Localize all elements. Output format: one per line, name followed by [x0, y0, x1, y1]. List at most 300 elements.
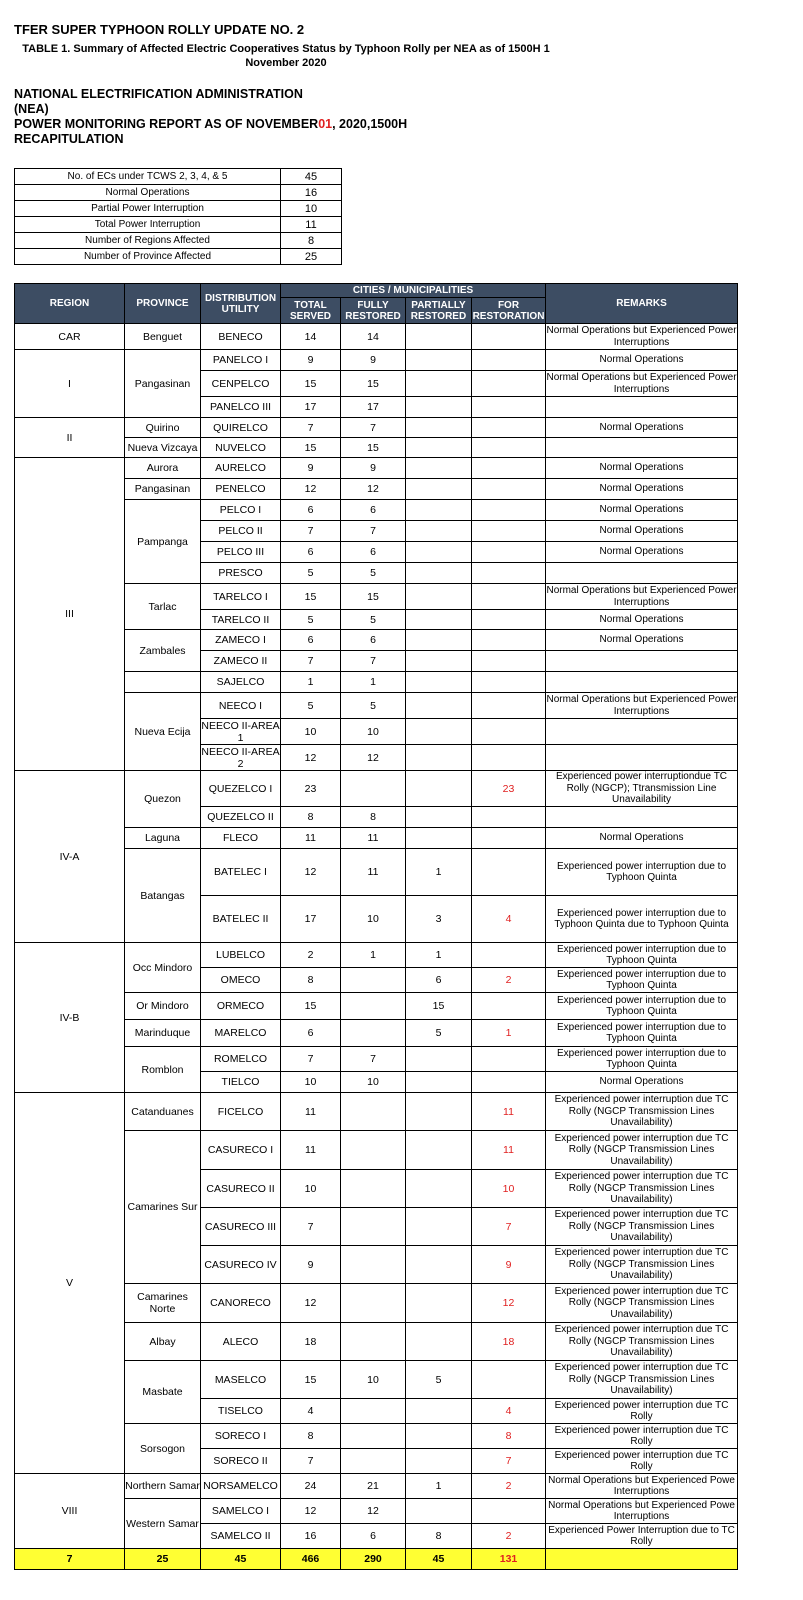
total-served-cell: 8 — [281, 968, 341, 993]
partially-restored-cell — [406, 521, 472, 542]
fully-restored-cell: 11 — [341, 828, 406, 849]
utility-cell: NUVELCO — [201, 438, 281, 458]
remarks-cell: Normal Operations but Experienced Power Interruptions — [546, 325, 737, 348]
recap-row — [15, 169, 342, 185]
total-served-cell: 11 — [281, 1131, 341, 1170]
total-served-cell: 15 — [281, 993, 341, 1020]
for-restoration-cell — [472, 397, 546, 418]
for-restoration-cell: 8 — [472, 1424, 546, 1449]
fully-restored-cell — [341, 1323, 406, 1361]
header-utility: DISTRIBUTION UTILITY — [201, 284, 281, 324]
fully-restored-cell — [341, 1424, 406, 1449]
total-served-cell: 15 — [281, 584, 341, 610]
partially-restored-cell — [406, 500, 472, 521]
utility-cell: BATELEC I — [201, 849, 281, 896]
remarks-cell: Experienced power interruption due TC Rolly (NGCP Transmission Lines Unavailability) — [546, 1323, 738, 1361]
table-row — [15, 458, 738, 479]
remarks-cell — [546, 807, 738, 828]
total-served-cell: 4 — [281, 1399, 341, 1424]
partially-restored-cell — [406, 1170, 472, 1208]
remarks-cell: Experienced power interruption due to Typhoon Quinta — [546, 968, 738, 993]
total-served-cell: 5 — [281, 563, 341, 584]
document-title: TFER SUPER TYPHOON ROLLY UPDATE NO. 2 — [14, 22, 305, 37]
table-row — [15, 943, 738, 968]
total-served-cell: 8 — [281, 1424, 341, 1449]
utility-cell: FLECO — [201, 828, 281, 849]
remarks-cell: Normal Operations — [546, 521, 738, 542]
utility-cell: CANORECO — [201, 1284, 281, 1323]
recap-value: 16 — [281, 185, 342, 201]
fully-restored-cell: 12 — [341, 479, 406, 500]
fully-restored-cell — [341, 993, 406, 1020]
remarks-cell: Normal Operations but Experienced Powe Interruptions — [546, 1474, 738, 1499]
recap-row — [15, 217, 342, 233]
partially-restored-cell: 15 — [406, 993, 472, 1020]
utility-cell: CENPELCO — [201, 371, 281, 397]
for-restoration-cell — [472, 745, 546, 771]
total-served-cell: 7 — [281, 1208, 341, 1246]
province-cell: Aurora — [125, 458, 201, 479]
for-restoration-cell: 7 — [472, 1208, 546, 1246]
province-cell: Zambales — [125, 630, 201, 672]
remarks-cell: Normal Operations but Experienced Power Interruptions — [546, 585, 737, 608]
utility-cell: PELCO III — [201, 542, 281, 563]
partially-restored-cell: 3 — [406, 896, 472, 943]
remarks-cell: Experienced power interruption due TC Rolly (NGCP Transmission Lines Unavailability) — [546, 1361, 738, 1399]
table-row — [15, 771, 738, 807]
province-cell: Tarlac — [125, 584, 201, 630]
fully-restored-cell: 6 — [341, 500, 406, 521]
fully-restored-cell: 8 — [341, 807, 406, 828]
partially-restored-cell — [406, 693, 472, 719]
remarks-cell: Normal Operations — [546, 458, 738, 479]
total-served-cell: 12 — [281, 479, 341, 500]
recap-value: 45 — [281, 169, 342, 185]
for-restoration-cell: 10 — [472, 1170, 546, 1208]
region-cell: CAR — [15, 324, 125, 350]
partially-restored-cell — [406, 651, 472, 672]
utility-cell: SAMELCO I — [201, 1499, 281, 1524]
remarks-cell — [546, 438, 738, 458]
header-total-served: TOTAL SERVED — [281, 298, 341, 324]
utility-cell: BENECO — [201, 324, 281, 350]
fully-restored-cell: 15 — [341, 371, 406, 397]
for-restoration-cell — [472, 458, 546, 479]
for-restoration-cell: 7 — [472, 1449, 546, 1474]
total-served-cell: 9 — [281, 1246, 341, 1284]
province-cell: Nueva Vizcaya — [125, 438, 201, 458]
partially-restored-cell — [406, 1399, 472, 1424]
fully-restored-cell — [341, 1449, 406, 1474]
fully-restored-cell: 17 — [341, 397, 406, 418]
recap-value: 25 — [281, 249, 342, 265]
utility-cell: MARELCO — [201, 1020, 281, 1047]
table-subtitle: TABLE 1. Summary of Affected Electric Cooperatives Status by Typhoon Rolly per NEA as of 1500H 1 November 2020 — [22, 43, 550, 69]
partially-restored-cell — [406, 479, 472, 500]
recap-label: Number of Regions Affected — [15, 233, 281, 249]
province-cell: Quezon — [125, 771, 201, 828]
partially-restored-cell: 1 — [406, 943, 472, 968]
remarks-cell: Normal Operations — [546, 350, 738, 371]
remarks-cell: Experienced power interruption due TC Rolly (NGCP Transmission Lines Unavailability) — [546, 1246, 738, 1284]
remarks-cell: Experienced power interruption due to Typhoon Quinta — [546, 1020, 738, 1047]
province-cell: Nueva Ecija — [125, 693, 201, 771]
partially-restored-cell — [406, 672, 472, 693]
total-served-cell: 1 — [281, 672, 341, 693]
fully-restored-cell — [341, 1399, 406, 1424]
province-cell: Camarines Sur — [125, 1131, 201, 1284]
for-restoration-cell — [472, 1499, 546, 1524]
total-regions: 7 — [15, 1549, 125, 1570]
total-remarks — [546, 1549, 738, 1570]
total-served-cell: 5 — [281, 693, 341, 719]
for-restoration-cell: 4 — [472, 896, 546, 943]
totals-row — [15, 1549, 738, 1570]
total-served-cell: 6 — [281, 542, 341, 563]
partially-restored-cell — [406, 828, 472, 849]
remarks-cell: Experienced power interruption due TC Rolly — [546, 1399, 738, 1424]
fully-restored-cell: 7 — [341, 1047, 406, 1072]
province-cell: Benguet — [125, 324, 201, 350]
for-restoration-cell — [472, 563, 546, 584]
fully-restored-cell: 10 — [341, 896, 406, 943]
utility-cell: CASURECO IV — [201, 1246, 281, 1284]
remarks-cell: Normal Operations — [546, 418, 738, 438]
remarks-cell — [546, 397, 738, 418]
total-served-cell: 7 — [281, 521, 341, 542]
for-restoration-cell — [472, 371, 546, 397]
remarks-cell: Experienced power interruption due TC Rolly (NGCP Transmission Lines Unavailability) — [546, 1131, 738, 1170]
recap-row — [15, 233, 342, 249]
partially-restored-cell — [406, 1093, 472, 1131]
for-restoration-cell — [472, 324, 546, 350]
recap-heading: RECAPITULATION — [14, 132, 124, 146]
total-served-cell: 9 — [281, 458, 341, 479]
utility-cell: OMECO — [201, 968, 281, 993]
partially-restored-cell — [406, 719, 472, 745]
province-cell — [125, 672, 201, 693]
header-partially-restored: PARTIALLY RESTORED — [406, 298, 472, 324]
total-served-cell: 7 — [281, 651, 341, 672]
utility-cell: PELCO II — [201, 521, 281, 542]
utility-cell: LUBELCO — [201, 943, 281, 968]
fully-restored-cell: 10 — [341, 1361, 406, 1399]
for-restoration-cell — [472, 542, 546, 563]
total-served-cell: 5 — [281, 610, 341, 630]
table-row — [15, 350, 738, 371]
recap-label: Number of Province Affected — [15, 249, 281, 265]
remarks-cell: Experienced Power Interruption due to TC Rolly — [546, 1524, 738, 1549]
for-restoration-cell: 1 — [472, 1020, 546, 1047]
utility-cell: TARELCO II — [201, 610, 281, 630]
fully-restored-cell: 14 — [341, 324, 406, 350]
total-served-cell: 8 — [281, 807, 341, 828]
total-served-cell: 17 — [281, 896, 341, 943]
remarks-cell: Normal Operations but Experienced Power Interruptions — [546, 372, 737, 395]
utility-cell: PELCO I — [201, 500, 281, 521]
remarks-cell: Experienced power interruption due TC Rolly — [546, 1449, 738, 1474]
recap-row — [15, 185, 342, 201]
agency-abbrev: (NEA) — [14, 102, 49, 116]
fully-restored-cell: 11 — [341, 849, 406, 896]
partially-restored-cell — [406, 1131, 472, 1170]
remarks-cell: Normal Operations but Experienced Power Interruptions — [546, 694, 737, 717]
province-cell: Masbate — [125, 1361, 201, 1424]
partially-restored-cell — [406, 771, 472, 807]
fully-restored-cell: 5 — [341, 563, 406, 584]
total-served-cell: 10 — [281, 719, 341, 745]
utility-cell: CASURECO II — [201, 1170, 281, 1208]
for-restoration-cell — [472, 1361, 546, 1399]
for-restoration-cell: 4 — [472, 1399, 546, 1424]
recap-table — [14, 168, 342, 265]
region-cell: V — [15, 1093, 125, 1474]
province-cell: Northern Samar — [125, 1474, 201, 1499]
for-restoration-cell — [472, 828, 546, 849]
fully-restored-cell: 10 — [341, 719, 406, 745]
for-restoration-cell: 11 — [472, 1093, 546, 1131]
for-restoration-cell: 18 — [472, 1323, 546, 1361]
remarks-cell — [546, 563, 738, 584]
fully-restored-cell: 1 — [341, 672, 406, 693]
report-line — [14, 117, 574, 132]
for-restoration-cell: 2 — [472, 968, 546, 993]
for-restoration-cell — [472, 438, 546, 458]
recap-label: Partial Power Interruption — [15, 201, 281, 217]
for-restoration-cell — [472, 807, 546, 828]
partially-restored-cell — [406, 563, 472, 584]
fully-restored-cell — [341, 1208, 406, 1246]
remarks-cell: Experienced power interruption due TC Rolly (NGCP Transmission Lines Unavailability) — [546, 1093, 738, 1131]
total-served-cell: 12 — [281, 1284, 341, 1323]
remarks-cell: Normal Operations — [546, 828, 738, 849]
province-cell: Laguna — [125, 828, 201, 849]
for-restoration-cell — [472, 672, 546, 693]
for-restoration-cell — [472, 651, 546, 672]
total-served-cell: 2 — [281, 943, 341, 968]
for-restoration-cell — [472, 584, 546, 610]
partially-restored-cell — [406, 1323, 472, 1361]
for-restoration-cell: 9 — [472, 1246, 546, 1284]
agency-name: NATIONAL ELECTRIFICATION ADMINISTRATION — [14, 87, 303, 101]
utility-cell: ZAMECO II — [201, 651, 281, 672]
for-restoration-cell — [472, 1072, 546, 1093]
total-served-cell: 10 — [281, 1072, 341, 1093]
province-cell: Marinduque — [125, 1020, 201, 1047]
total-served-sum: 466 — [281, 1549, 341, 1570]
for-restoration-cell — [472, 719, 546, 745]
partially-restored-cell: 6 — [406, 968, 472, 993]
total-served-cell: 12 — [281, 745, 341, 771]
for-restoration-cell — [472, 418, 546, 438]
recap-value: 11 — [281, 217, 342, 233]
fully-restored-cell: 1 — [341, 943, 406, 968]
utility-cell: SORECO I — [201, 1424, 281, 1449]
region-cell: I — [15, 350, 125, 418]
total-served-cell: 6 — [281, 630, 341, 651]
recap-label: Normal Operations — [15, 185, 281, 201]
province-cell: Occ Mindoro — [125, 943, 201, 993]
fully-restored-cell — [341, 1170, 406, 1208]
partially-restored-cell — [406, 584, 472, 610]
utility-cell: AURELCO — [201, 458, 281, 479]
fully-restored-cell: 10 — [341, 1072, 406, 1093]
fully-restored-cell: 5 — [341, 610, 406, 630]
region-cell: III — [15, 458, 125, 771]
total-served-cell: 7 — [281, 1449, 341, 1474]
utility-cell: TISELCO — [201, 1399, 281, 1424]
fully-restored-cell — [341, 1246, 406, 1284]
fully-restored-cell: 15 — [341, 438, 406, 458]
fully-restored-cell — [341, 1284, 406, 1323]
fully-restored-cell — [341, 1093, 406, 1131]
province-cell: Camarines Norte — [125, 1284, 201, 1323]
total-served-cell: 18 — [281, 1323, 341, 1361]
total-served-cell: 11 — [281, 828, 341, 849]
utility-cell: TIELCO — [201, 1072, 281, 1093]
remarks-cell: Normal Operations — [546, 479, 738, 500]
remarks-cell: Experienced power interruption due to Typhoon Quinta — [546, 849, 738, 896]
for-restoration-cell — [472, 610, 546, 630]
remarks-cell: Experienced power interruptiondue TC Rolly (NGCP); Ttransmission Line Unavailability — [546, 771, 738, 807]
recap-row — [15, 249, 342, 265]
report-suffix: , 2020,1500H — [332, 117, 408, 131]
header-region: REGION — [15, 284, 125, 324]
for-restoration-cell — [472, 521, 546, 542]
for-restoration-cell: 2 — [472, 1524, 546, 1549]
partially-restored-cell — [406, 418, 472, 438]
fully-restored-cell: 7 — [341, 521, 406, 542]
remarks-cell: Experienced power interruption due TC Rolly (NGCP Transmission Lines Unavailability) — [546, 1170, 738, 1208]
province-cell: Pampanga — [125, 500, 201, 584]
utility-cell: ZAMECO I — [201, 630, 281, 651]
agency-header — [14, 87, 574, 147]
report-day: 01 — [318, 117, 333, 131]
total-partially-restored: 45 — [406, 1549, 472, 1570]
province-cell: Catanduanes — [125, 1093, 201, 1131]
utility-cell: FICELCO — [201, 1093, 281, 1131]
for-restoration-cell — [472, 350, 546, 371]
total-served-cell: 9 — [281, 350, 341, 371]
utility-cell: BATELEC II — [201, 896, 281, 943]
total-served-cell: 6 — [281, 500, 341, 521]
region-cell: II — [15, 418, 125, 458]
fully-restored-cell: 6 — [341, 630, 406, 651]
province-cell: Pangasinan — [125, 350, 201, 418]
total-served-cell: 16 — [281, 1524, 341, 1549]
remarks-cell: Normal Operations but Experienced Powe Interruptions — [546, 1499, 738, 1524]
utility-cell: SAJELCO — [201, 672, 281, 693]
fully-restored-cell: 7 — [341, 418, 406, 438]
utility-cell: NEECO I — [201, 693, 281, 719]
remarks-cell — [546, 672, 738, 693]
partially-restored-cell: 8 — [406, 1524, 472, 1549]
header-cities: CITIES / MUNICIPALITIES — [281, 284, 546, 298]
utility-cell: QUIRELCO — [201, 418, 281, 438]
report-prefix: POWER MONITORING REPORT AS OF NOVEMBER — [14, 117, 319, 131]
total-served-cell: 10 — [281, 1170, 341, 1208]
province-cell: Sorsogon — [125, 1424, 201, 1474]
utility-cell: NORSAMELCO — [201, 1474, 281, 1499]
for-restoration-cell — [472, 630, 546, 651]
remarks-cell: Experienced power interruption due to Typhoon Quinta due to Typhoon Quinta — [546, 896, 738, 943]
total-served-cell: 17 — [281, 397, 341, 418]
utility-cell: CASURECO I — [201, 1131, 281, 1170]
partially-restored-cell — [406, 630, 472, 651]
utility-cell: PANELCO III — [201, 397, 281, 418]
fully-restored-cell: 6 — [341, 542, 406, 563]
remarks-cell: Experienced power interruption due to Typhoon Quinta — [546, 993, 738, 1020]
partially-restored-cell — [406, 458, 472, 479]
table-row — [15, 418, 738, 438]
utility-cell: PANELCO I — [201, 350, 281, 371]
partially-restored-cell — [406, 438, 472, 458]
total-for-restoration: 131 — [472, 1549, 546, 1570]
fully-restored-cell: 7 — [341, 651, 406, 672]
province-cell: Or Mindoro — [125, 993, 201, 1020]
utility-cell: QUEZELCO I — [201, 771, 281, 807]
partially-restored-cell: 5 — [406, 1020, 472, 1047]
remarks-cell: Experienced power interruption due to Typhoon Quinta — [546, 1047, 738, 1072]
for-restoration-cell — [472, 500, 546, 521]
total-served-cell: 7 — [281, 418, 341, 438]
total-served-cell: 15 — [281, 371, 341, 397]
for-restoration-cell: 11 — [472, 1131, 546, 1170]
for-restoration-cell: 12 — [472, 1284, 546, 1323]
region-cell: IV-B — [15, 943, 125, 1093]
table-row — [15, 1474, 738, 1499]
fully-restored-cell: 12 — [341, 745, 406, 771]
remarks-cell: Normal Operations — [546, 1072, 738, 1093]
partially-restored-cell — [406, 1284, 472, 1323]
province-cell: Romblon — [125, 1047, 201, 1093]
partially-restored-cell — [406, 371, 472, 397]
remarks-cell: Normal Operations — [546, 630, 738, 651]
utility-cell: SORECO II — [201, 1449, 281, 1474]
for-restoration-cell: 2 — [472, 1474, 546, 1499]
status-table — [14, 283, 738, 1570]
fully-restored-cell: 9 — [341, 350, 406, 371]
total-served-cell: 12 — [281, 849, 341, 896]
partially-restored-cell — [406, 1208, 472, 1246]
partially-restored-cell — [406, 542, 472, 563]
for-restoration-cell — [472, 1047, 546, 1072]
utility-cell: ORMECO — [201, 993, 281, 1020]
province-cell: Quirino — [125, 418, 201, 438]
utility-cell: PRESCO — [201, 563, 281, 584]
remarks-cell: Normal Operations — [546, 610, 738, 630]
total-provinces: 25 — [125, 1549, 201, 1570]
utility-cell: CASURECO III — [201, 1208, 281, 1246]
remarks-cell: Experienced power interruption due TC Rolly (NGCP Transmission Lines Unavailability) — [546, 1208, 738, 1246]
for-restoration-cell — [472, 943, 546, 968]
for-restoration-cell: 23 — [472, 771, 546, 807]
region-cell: VIII — [15, 1474, 125, 1549]
partially-restored-cell — [406, 610, 472, 630]
remarks-cell: Normal Operations — [546, 500, 738, 521]
remarks-cell — [546, 745, 738, 771]
partially-restored-cell: 1 — [406, 1474, 472, 1499]
partially-restored-cell — [406, 397, 472, 418]
for-restoration-cell — [472, 993, 546, 1020]
fully-restored-cell: 5 — [341, 693, 406, 719]
partially-restored-cell — [406, 1047, 472, 1072]
utility-cell: ALECO — [201, 1323, 281, 1361]
partially-restored-cell — [406, 807, 472, 828]
utility-cell: MASELCO — [201, 1361, 281, 1399]
province-cell: Pangasinan — [125, 479, 201, 500]
fully-restored-cell — [341, 1131, 406, 1170]
